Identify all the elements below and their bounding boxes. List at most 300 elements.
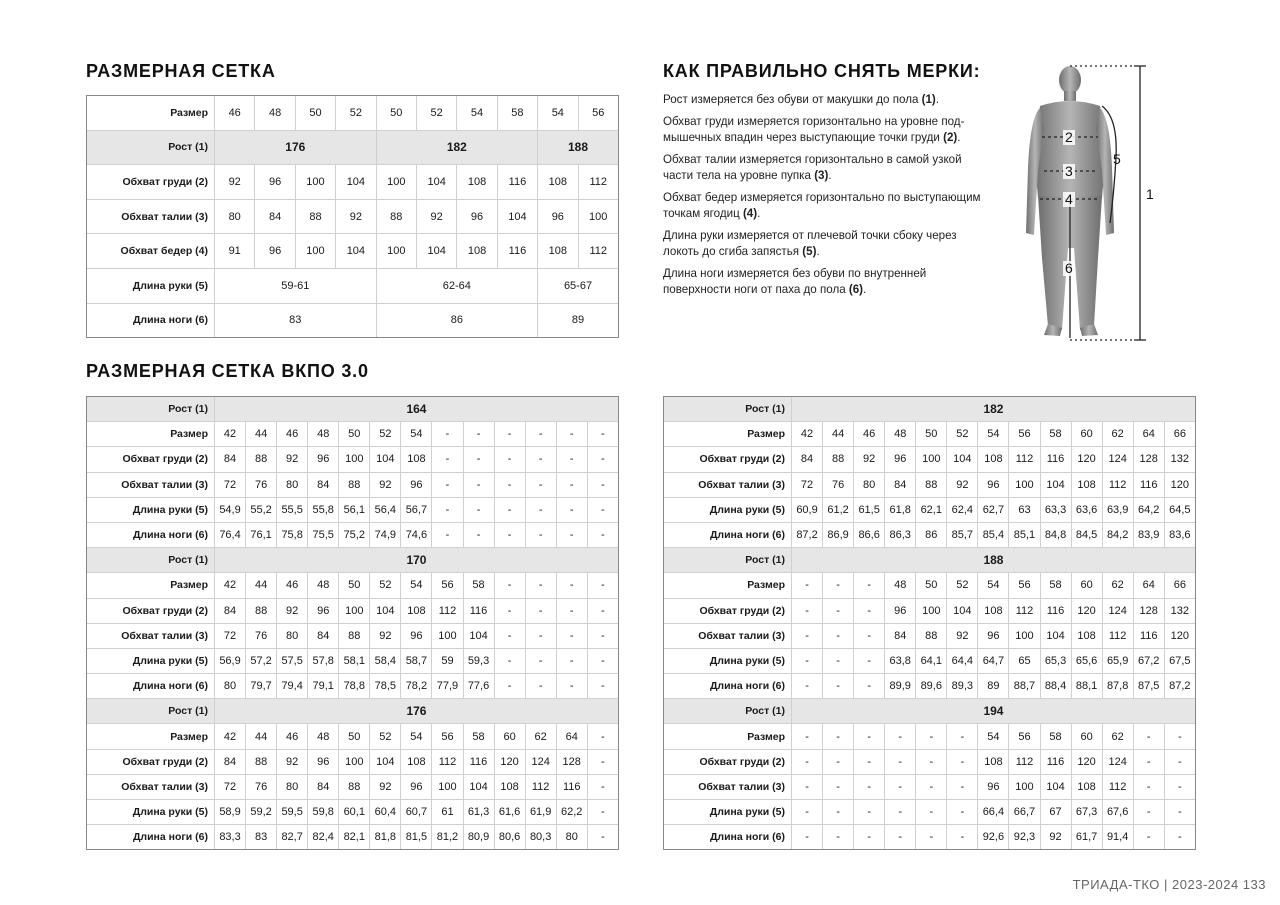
table-cell: - — [823, 623, 854, 648]
table-cell: 108 — [401, 447, 432, 472]
table-cell: 120 — [494, 749, 525, 774]
table-cell: 62 — [1102, 422, 1133, 447]
table-cell: 112 — [432, 749, 463, 774]
table-cell: 116 — [556, 774, 587, 799]
row-label: Длина руки (5) — [87, 800, 215, 825]
instruction-number: (6) — [848, 283, 864, 296]
instruction-item — [663, 228, 993, 260]
table-cell: 75,2 — [339, 522, 370, 547]
table-cell: 59,2 — [246, 800, 277, 825]
table-cell: 80,3 — [525, 825, 556, 850]
human-figure-icon — [1018, 58, 1168, 346]
table-cell: 104 — [1040, 472, 1071, 497]
table-cell: 87,8 — [1102, 674, 1133, 699]
table-cell: 60 — [494, 724, 525, 749]
table-cell: 46 — [854, 422, 885, 447]
table-cell: - — [556, 573, 587, 598]
table-cell: - — [432, 422, 463, 447]
table-cell: 84 — [885, 472, 916, 497]
row-label: Рост (1) — [87, 699, 215, 724]
table-cell: 48 — [308, 422, 339, 447]
section-title-size-chart-vkpo: РАЗМЕРНАЯ СЕТКА ВКПО 3.0 — [86, 361, 369, 381]
table-cell: 65 — [1009, 648, 1040, 673]
table-cell: 60 — [1071, 422, 1102, 447]
table-cell: 170 — [215, 548, 619, 573]
table-cell: 84 — [215, 447, 246, 472]
table-cell: - — [525, 422, 556, 447]
table-cell: 104 — [947, 598, 978, 623]
table-cell: 61,9 — [525, 800, 556, 825]
table-cell: - — [854, 573, 885, 598]
table-cell: 58 — [463, 573, 494, 598]
row-label: Размер — [664, 422, 792, 447]
table-cell: 56 — [1009, 724, 1040, 749]
table-cell: - — [947, 749, 978, 774]
table-row — [664, 573, 1196, 598]
table-cell: 58,1 — [339, 648, 370, 673]
table-cell: 124 — [1102, 598, 1133, 623]
instruction-item — [663, 190, 993, 222]
table-cell: 62,1 — [916, 497, 947, 522]
table-cell: 104 — [463, 774, 494, 799]
table-cell: 85,1 — [1009, 522, 1040, 547]
table-cell: - — [432, 447, 463, 472]
table-cell: - — [823, 674, 854, 699]
table-cell: 88 — [246, 749, 277, 774]
table-cell: 84 — [215, 598, 246, 623]
table-cell: 176 — [215, 130, 377, 165]
table-cell: 63 — [1009, 497, 1040, 522]
row-label: Рост (1) — [664, 397, 792, 422]
figure-label-1: 1 — [1146, 186, 1154, 202]
table-cell: 84 — [255, 199, 295, 234]
table-cell: 100 — [295, 165, 335, 200]
table-cell: 92 — [416, 199, 456, 234]
table-cell: 62,7 — [978, 497, 1009, 522]
table-cell: 88 — [376, 199, 416, 234]
table-cell: 59,3 — [463, 648, 494, 673]
row-label: Длина руки (5) — [87, 648, 215, 673]
row-label: Длина ноги (6) — [87, 825, 215, 850]
table-cell: 120 — [1164, 472, 1195, 497]
table-cell: 116 — [463, 598, 494, 623]
table-cell: 54 — [978, 422, 1009, 447]
table-cell: 132 — [1164, 447, 1195, 472]
instruction-number: (2) — [943, 131, 958, 144]
table-cell: 92 — [370, 472, 401, 497]
table-cell: 82,4 — [308, 825, 339, 850]
table-cell: - — [885, 800, 916, 825]
table-cell: 96 — [885, 447, 916, 472]
table-cell: 87,2 — [1164, 674, 1195, 699]
instruction-item — [663, 92, 993, 108]
row-label: Обхват талии (3) — [87, 199, 215, 234]
table-row — [87, 522, 619, 547]
table-cell: 62 — [525, 724, 556, 749]
table-cell: 108 — [978, 598, 1009, 623]
table-cell: 44 — [246, 573, 277, 598]
table-row — [87, 96, 619, 131]
table-cell: 100 — [376, 234, 416, 269]
table-cell: 86 — [916, 522, 947, 547]
instruction-end: . — [828, 169, 832, 182]
table-cell: 63,9 — [1102, 497, 1133, 522]
table-cell: 104 — [370, 598, 401, 623]
table-cell: 92 — [1040, 825, 1071, 850]
table-cell: 55,8 — [308, 497, 339, 522]
row-label: Длина ноги (6) — [664, 674, 792, 699]
table-cell: 48 — [308, 573, 339, 598]
measurement-instructions — [663, 92, 993, 304]
table-cell: - — [525, 648, 556, 673]
table-cell: 62,4 — [947, 497, 978, 522]
instruction-text: Рост измеряется без обуви от макушки до пола — [663, 93, 922, 106]
table-cell: 78,5 — [370, 674, 401, 699]
table-cell: - — [854, 648, 885, 673]
table-cell: 72 — [215, 472, 246, 497]
row-label: Обхват талии (3) — [664, 774, 792, 799]
table-row — [664, 598, 1196, 623]
table-cell: 88 — [339, 774, 370, 799]
row-label: Размер — [664, 573, 792, 598]
table-cell: - — [854, 674, 885, 699]
row-label: Длина ноги (6) — [87, 303, 215, 338]
row-label: Обхват талии (3) — [664, 472, 792, 497]
table-cell: 78,8 — [339, 674, 370, 699]
instruction-end: . — [816, 245, 820, 258]
table-cell: 100 — [916, 447, 947, 472]
table-cell: - — [494, 472, 525, 497]
table-row — [664, 800, 1196, 825]
table-cell: 96 — [538, 199, 578, 234]
table-cell: 54 — [401, 422, 432, 447]
table-cell: 108 — [1071, 472, 1102, 497]
instruction-number: (1) — [921, 93, 936, 106]
table-row — [664, 674, 1196, 699]
table-cell: 56,7 — [401, 497, 432, 522]
table-cell: 86,6 — [854, 522, 885, 547]
table-cell: 42 — [215, 724, 246, 749]
table-cell: 82,1 — [339, 825, 370, 850]
table-cell: 89 — [538, 303, 619, 338]
table-cell: 42 — [792, 422, 823, 447]
table-row — [664, 623, 1196, 648]
table-cell: 81,8 — [370, 825, 401, 850]
table-cell: 88,1 — [1071, 674, 1102, 699]
instruction-text: Обхват бедер измеряется горизонтально по выступающим точкам ягодиц — [663, 191, 981, 220]
table-cell: 52 — [947, 573, 978, 598]
size-chart-table — [86, 95, 619, 338]
table-cell: - — [587, 497, 618, 522]
table-cell: 91,4 — [1102, 825, 1133, 850]
table-cell: 76 — [246, 623, 277, 648]
table-cell: 54 — [538, 96, 578, 131]
row-label: Длина руки (5) — [664, 497, 792, 522]
table-cell: 87,5 — [1133, 674, 1164, 699]
table-cell: 112 — [1009, 598, 1040, 623]
table-cell: 84 — [308, 774, 339, 799]
table-cell: 58,4 — [370, 648, 401, 673]
table-cell: 116 — [1040, 447, 1071, 472]
table-cell: 92,6 — [978, 825, 1009, 850]
table-cell: 100 — [916, 598, 947, 623]
table-cell: 124 — [1102, 749, 1133, 774]
row-label: Рост (1) — [87, 130, 215, 165]
row-label: Обхват талии (3) — [87, 774, 215, 799]
body-measurement-figure — [1018, 58, 1168, 346]
table-cell: - — [556, 623, 587, 648]
table-cell: 104 — [463, 623, 494, 648]
table-cell: 100 — [376, 165, 416, 200]
table-cell: 86,3 — [885, 522, 916, 547]
table-cell: 80 — [277, 774, 308, 799]
instruction-text: Длина руки измеряется от плечевой точки сбоку через локоть до сгиба запястья — [663, 229, 957, 258]
table-cell: 46 — [277, 724, 308, 749]
table-cell: 66,4 — [978, 800, 1009, 825]
table-cell: 44 — [823, 422, 854, 447]
table-cell: 108 — [978, 447, 1009, 472]
table-cell: 84,5 — [1071, 522, 1102, 547]
table-cell: - — [587, 648, 618, 673]
table-cell: 112 — [1102, 623, 1133, 648]
table-cell: - — [947, 774, 978, 799]
table-cell: 50 — [295, 96, 335, 131]
figure-label-2: 2 — [1065, 129, 1073, 145]
table-cell: 88 — [916, 623, 947, 648]
table-cell: 55,2 — [246, 497, 277, 522]
table-cell: 56 — [578, 96, 618, 131]
table-cell: 92 — [370, 623, 401, 648]
table-cell: - — [587, 774, 618, 799]
table-cell: 92 — [854, 447, 885, 472]
vkpo-table-left — [86, 396, 619, 850]
table-cell: 83,6 — [1164, 522, 1195, 547]
table-cell: - — [587, 749, 618, 774]
table-cell: 96 — [308, 447, 339, 472]
table-cell: 100 — [578, 199, 618, 234]
table-cell: 84 — [215, 749, 246, 774]
table-cell: 83,3 — [215, 825, 246, 850]
table-cell: 89,3 — [947, 674, 978, 699]
row-label: Длина руки (5) — [87, 497, 215, 522]
table-cell: 64,5 — [1164, 497, 1195, 522]
table-cell: - — [494, 648, 525, 673]
table-cell: 67,2 — [1133, 648, 1164, 673]
row-label: Обхват талии (3) — [87, 623, 215, 648]
table-cell: 84,8 — [1040, 522, 1071, 547]
table-cell: 56 — [432, 724, 463, 749]
table-cell: - — [587, 472, 618, 497]
table-cell: - — [587, 422, 618, 447]
instruction-end: . — [863, 283, 867, 296]
table-cell: 104 — [1040, 623, 1071, 648]
table-cell: 76 — [246, 472, 277, 497]
table-cell: - — [916, 825, 947, 850]
table-cell: 60,1 — [339, 800, 370, 825]
table-cell: 108 — [457, 165, 497, 200]
table-cell: 65-67 — [538, 268, 619, 303]
table-cell: 108 — [1071, 623, 1102, 648]
table-cell: 61,3 — [463, 800, 494, 825]
table-cell: 89,9 — [885, 674, 916, 699]
row-label: Обхват груди (2) — [87, 447, 215, 472]
table-cell: 80 — [277, 472, 308, 497]
table-cell: 92 — [215, 165, 255, 200]
table-cell: - — [494, 573, 525, 598]
table-cell: - — [494, 674, 525, 699]
table-cell: 64,7 — [978, 648, 1009, 673]
table-cell: 61,6 — [494, 800, 525, 825]
table-cell: 64,1 — [916, 648, 947, 673]
row-label: Длина ноги (6) — [664, 522, 792, 547]
table-cell: - — [556, 472, 587, 497]
table-cell: 92 — [947, 472, 978, 497]
table-row — [664, 749, 1196, 774]
table-cell: - — [823, 800, 854, 825]
table-row — [87, 165, 619, 200]
table-cell: 176 — [215, 699, 619, 724]
table-cell: 63,3 — [1040, 497, 1071, 522]
table-cell: - — [556, 648, 587, 673]
row-label: Обхват груди (2) — [87, 165, 215, 200]
table-row — [87, 573, 619, 598]
table-cell: - — [494, 497, 525, 522]
table-cell: 88,4 — [1040, 674, 1071, 699]
table-cell: 92 — [947, 623, 978, 648]
table-cell: 80,9 — [463, 825, 494, 850]
instruction-text: Обхват талии измеряется горизонтально в самой узкой части тела на уровне пупка — [663, 153, 962, 182]
height-row — [87, 548, 619, 573]
row-label: Размер — [87, 573, 215, 598]
table-cell: 50 — [916, 573, 947, 598]
table-cell: - — [525, 522, 556, 547]
table-cell: 108 — [1071, 774, 1102, 799]
table-cell: - — [1133, 724, 1164, 749]
table-cell: 100 — [1009, 472, 1040, 497]
table-cell: 86,9 — [823, 522, 854, 547]
table-cell: 48 — [885, 573, 916, 598]
table-cell: 96 — [401, 774, 432, 799]
table-cell: - — [1164, 800, 1195, 825]
table-cell: - — [494, 422, 525, 447]
table-cell: 76 — [823, 472, 854, 497]
table-cell: 81,2 — [432, 825, 463, 850]
table-cell: 108 — [401, 749, 432, 774]
table-cell: 104 — [947, 447, 978, 472]
table-cell: 54 — [978, 573, 1009, 598]
table-cell: - — [432, 497, 463, 522]
table-cell: 64 — [1133, 422, 1164, 447]
table-row — [87, 199, 619, 234]
table-cell: - — [792, 825, 823, 850]
table-cell: 52 — [370, 573, 401, 598]
table-cell: 78,2 — [401, 674, 432, 699]
table-cell: 120 — [1164, 623, 1195, 648]
row-label: Размер — [664, 724, 792, 749]
table-cell: 92 — [277, 447, 308, 472]
table-cell: 182 — [376, 130, 538, 165]
table-cell: 67,5 — [1164, 648, 1195, 673]
row-label: Обхват груди (2) — [664, 749, 792, 774]
table-cell: - — [947, 800, 978, 825]
table-row — [87, 648, 619, 673]
table-cell: 100 — [432, 623, 463, 648]
table-row — [87, 623, 619, 648]
instruction-item — [663, 114, 993, 146]
table-cell: 96 — [255, 234, 295, 269]
table-row — [87, 472, 619, 497]
table-cell: 54 — [401, 724, 432, 749]
table-row — [664, 648, 1196, 673]
table-cell: - — [587, 724, 618, 749]
table-cell: 100 — [339, 749, 370, 774]
height-row — [664, 548, 1196, 573]
table-cell: 80 — [556, 825, 587, 850]
table-row — [87, 774, 619, 799]
table-cell: - — [494, 447, 525, 472]
table-cell: 96 — [255, 165, 295, 200]
table-cell: 65,3 — [1040, 648, 1071, 673]
table-cell: 80 — [277, 623, 308, 648]
table-cell: 88 — [246, 447, 277, 472]
table-cell: 88,7 — [1009, 674, 1040, 699]
table-row — [87, 497, 619, 522]
table-cell: 57,2 — [246, 648, 277, 673]
table-cell: 112 — [578, 165, 618, 200]
table-cell: - — [823, 724, 854, 749]
table-cell: 82,7 — [277, 825, 308, 850]
table-row — [664, 825, 1196, 850]
table-cell: 88 — [246, 598, 277, 623]
table-cell: 120 — [1071, 447, 1102, 472]
table-cell: 72 — [792, 472, 823, 497]
table-cell: 61 — [432, 800, 463, 825]
table-cell: 58 — [1040, 724, 1071, 749]
table-cell: - — [854, 724, 885, 749]
table-cell: - — [854, 598, 885, 623]
table-cell: - — [854, 825, 885, 850]
row-label: Рост (1) — [87, 548, 215, 573]
row-label: Обхват бедер (4) — [87, 234, 215, 269]
table-cell: 116 — [497, 165, 537, 200]
table-cell: - — [854, 774, 885, 799]
table-cell: - — [556, 674, 587, 699]
table-cell: 85,7 — [947, 522, 978, 547]
table-cell: - — [792, 623, 823, 648]
table-cell: 83 — [215, 303, 377, 338]
table-cell: - — [587, 825, 618, 850]
table-cell: 56,9 — [215, 648, 246, 673]
table-cell: 48 — [308, 724, 339, 749]
table-row — [664, 422, 1196, 447]
row-label: Размер — [87, 724, 215, 749]
table-cell: - — [525, 497, 556, 522]
table-cell: 128 — [1133, 447, 1164, 472]
table-cell: - — [525, 623, 556, 648]
instruction-number: (3) — [814, 169, 829, 182]
table-cell: 92 — [277, 598, 308, 623]
table-cell: - — [525, 573, 556, 598]
instruction-text: Обхват груди измеряется горизонтально на уровне подмышечных впадин через выступающие точки груди — [663, 115, 965, 144]
figure-label-6: 6 — [1065, 260, 1073, 276]
table-cell: 89,6 — [916, 674, 947, 699]
table-cell: 92,3 — [1009, 825, 1040, 850]
table-cell: 88 — [916, 472, 947, 497]
row-label: Обхват груди (2) — [664, 447, 792, 472]
table-cell: 96 — [308, 598, 339, 623]
table-cell: - — [1164, 724, 1195, 749]
table-cell: 65,9 — [1102, 648, 1133, 673]
